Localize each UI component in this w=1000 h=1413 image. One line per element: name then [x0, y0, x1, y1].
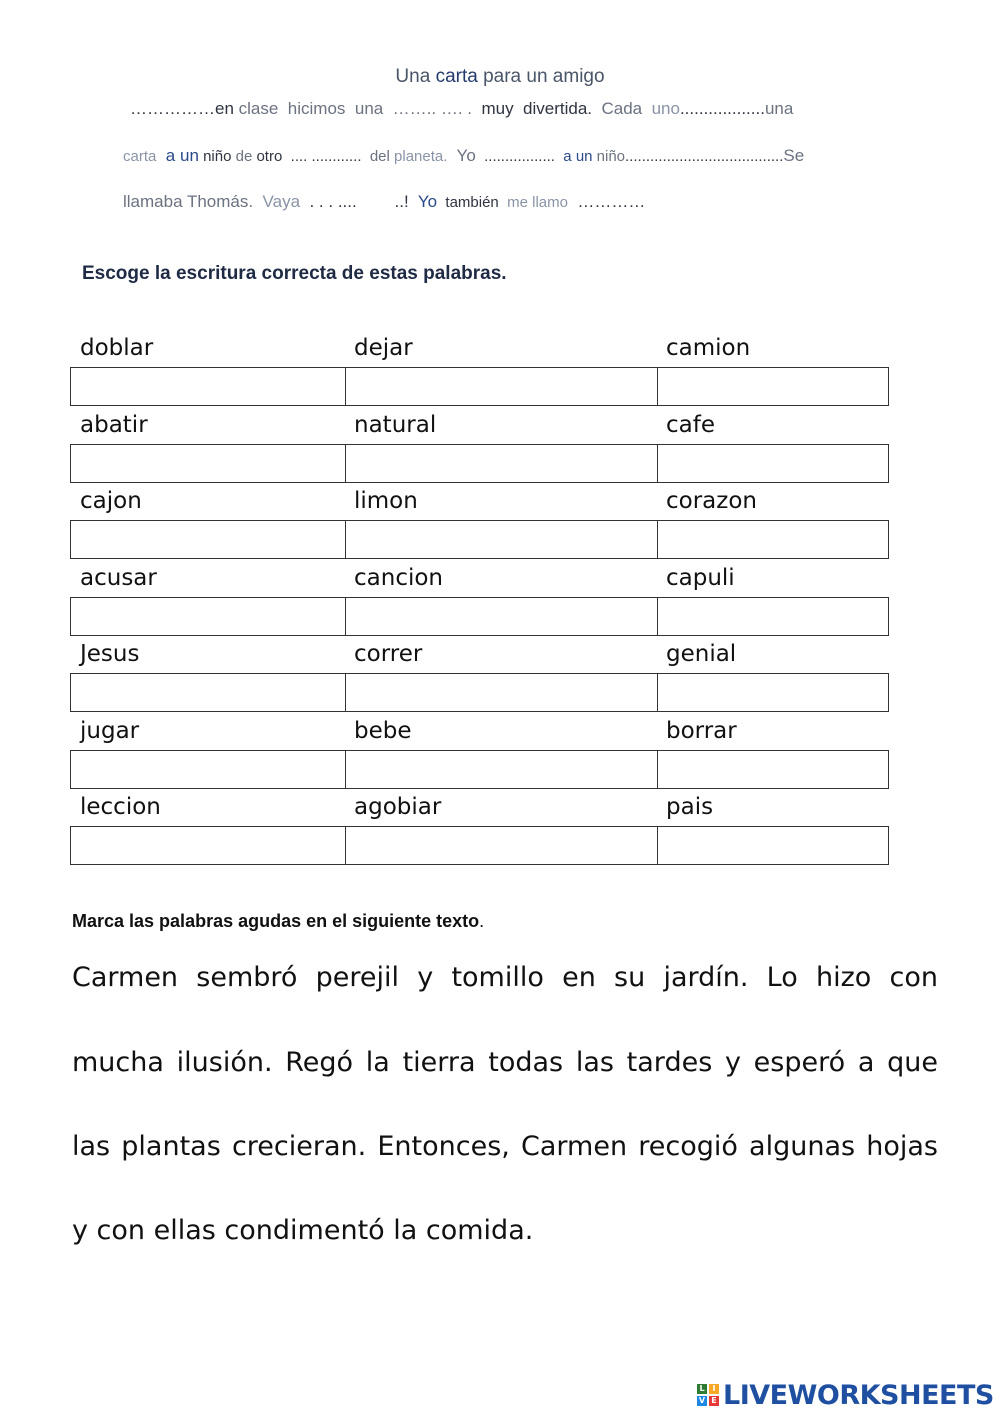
letter-fragment: hicimos: [278, 99, 346, 118]
letter-fragment: Yo: [408, 192, 438, 211]
answer-box[interactable]: [657, 444, 889, 483]
letter-fragment: también: [437, 194, 499, 211]
letter-fragment: ..!: [356, 192, 409, 211]
answer-input[interactable]: [346, 445, 658, 482]
paragraph-line-1[interactable]: Carmen sembró perejil y tomillo en su jardín. Lo hizo con: [72, 962, 938, 993]
spelling-word: corazon: [666, 488, 757, 514]
letter-fragment: llamaba Thomás.: [123, 192, 254, 211]
spelling-word: jugar: [80, 717, 140, 744]
liveworksheets-logo-mark-icon: [697, 1384, 719, 1406]
paragraph-line-4[interactable]: y con ellas condimentó la comida.: [72, 1215, 534, 1246]
answer-input[interactable]: [346, 674, 658, 711]
letter-fragment: …….. …. .: [383, 99, 473, 118]
answer-input[interactable]: [346, 368, 658, 405]
spelling-word: natural: [354, 411, 437, 438]
logo-letter: L: [697, 1384, 707, 1394]
letter-fragment: a un: [156, 146, 199, 165]
letter-fragment: una: [345, 99, 384, 118]
spelling-word: genial: [666, 641, 737, 667]
answer-input[interactable]: [658, 521, 888, 558]
letter-fragment: niño: [592, 148, 626, 165]
letter-fragment: .................: [475, 148, 555, 165]
spelling-word: pais: [666, 794, 714, 820]
letter-title: [0, 66, 1000, 88]
answer-box[interactable]: [70, 367, 347, 406]
answer-input[interactable]: [71, 751, 346, 788]
spelling-word: doblar: [80, 335, 154, 361]
answer-box[interactable]: [70, 673, 347, 712]
letter-line-1: [130, 99, 793, 119]
letter-fragment: niño: [198, 148, 232, 165]
answer-input[interactable]: [71, 368, 346, 405]
spelling-word: abatir: [80, 411, 148, 438]
letter-fragment: . . . ....: [300, 192, 357, 211]
letter-title-highlight: carta: [435, 66, 478, 87]
letter-fragment: ..................: [679, 99, 765, 118]
answer-input[interactable]: [658, 751, 888, 788]
letter-fragment: Cada: [592, 99, 643, 118]
spelling-word: leccion: [80, 794, 161, 820]
answer-input[interactable]: [658, 445, 888, 482]
answer-box[interactable]: [657, 673, 889, 712]
spelling-word: dejar: [354, 335, 413, 361]
letter-fragment: Yo: [447, 146, 476, 165]
answer-box[interactable]: [70, 750, 347, 789]
answer-box[interactable]: [345, 673, 659, 712]
answer-box[interactable]: [345, 520, 659, 559]
letter-title-post: para un amigo: [477, 66, 605, 87]
answer-input[interactable]: [346, 521, 658, 558]
spelling-word: agobiar: [354, 794, 442, 820]
answer-box[interactable]: [70, 597, 347, 636]
answer-box[interactable]: [657, 597, 889, 636]
letter-fragment: a un: [554, 148, 593, 165]
agudas-heading-period: .: [479, 911, 485, 931]
answer-box[interactable]: [345, 367, 659, 406]
answer-box[interactable]: [70, 444, 347, 483]
spelling-word: capuli: [666, 564, 735, 591]
letter-fragment: ……………en: [130, 99, 234, 118]
answer-box[interactable]: [657, 520, 889, 559]
letter-title-pre: Una: [395, 66, 436, 87]
letter-fragment: me llamo: [498, 194, 568, 211]
spelling-word: cafe: [666, 411, 715, 438]
answer-box[interactable]: [70, 520, 347, 559]
letter-line-2: [123, 146, 804, 166]
answer-box[interactable]: [657, 826, 889, 865]
spelling-word: bebe: [354, 717, 412, 744]
answer-box[interactable]: [70, 826, 347, 865]
letter-fragment: planeta.: [389, 148, 448, 165]
letter-fragment: Se: [783, 146, 805, 165]
letter-fragment: ......................................: [625, 148, 784, 165]
answer-input[interactable]: [71, 674, 346, 711]
logo-letter: I: [709, 1384, 719, 1394]
letter-fragment: otro: [252, 148, 283, 165]
spelling-word: acusar: [80, 564, 157, 591]
answer-input[interactable]: [346, 598, 658, 635]
letter-fragment: .... ............: [282, 148, 362, 165]
letter-fragment: Vaya: [253, 192, 301, 211]
agudas-heading: [72, 911, 484, 932]
answer-input[interactable]: [658, 368, 888, 405]
answer-input[interactable]: [71, 598, 346, 635]
liveworksheets-logo-text: LIVEWORKSHEETS: [723, 1379, 994, 1411]
spelling-word: cancion: [354, 564, 444, 591]
spelling-word: correr: [354, 641, 423, 667]
answer-input[interactable]: [658, 674, 888, 711]
spelling-word: limon: [354, 488, 418, 514]
letter-fragment: uno: [642, 99, 680, 118]
logo-letter: E: [709, 1396, 719, 1406]
letter-fragment: …………: [567, 192, 646, 211]
spelling-heading: Escoge la escritura correcta de estas palabras.: [82, 263, 507, 284]
answer-input[interactable]: [71, 827, 346, 864]
paragraph-line-2[interactable]: mucha ilusión. Regó la tierra todas las tardes y esperó a que: [72, 1047, 938, 1078]
logo-letter: V: [698, 1396, 706, 1405]
liveworksheets-logo: [697, 1380, 994, 1410]
spelling-word: cajon: [80, 488, 142, 514]
letter-fragment: clase: [233, 99, 279, 118]
letter-line-3: [123, 192, 645, 212]
spelling-word: borrar: [666, 717, 737, 744]
letter-fragment: de: [231, 148, 253, 165]
answer-input[interactable]: [658, 827, 888, 864]
spelling-word: Jesus: [80, 641, 140, 667]
answer-box[interactable]: [657, 750, 889, 789]
answer-box[interactable]: [345, 444, 659, 483]
paragraph-line-3[interactable]: las plantas crecieran. Entonces, Carmen recogió algunas hojas: [72, 1131, 938, 1162]
answer-box[interactable]: [345, 597, 659, 636]
letter-fragment: una: [764, 99, 794, 118]
letter-fragment: del: [361, 148, 390, 165]
answer-box[interactable]: [345, 826, 659, 865]
answer-box[interactable]: [657, 367, 889, 406]
answer-input[interactable]: [346, 751, 658, 788]
answer-input[interactable]: [71, 445, 346, 482]
answer-box[interactable]: [345, 750, 659, 789]
answer-input[interactable]: [71, 521, 346, 558]
answer-input[interactable]: [346, 827, 658, 864]
agudas-heading-text: Marca las palabras agudas en el siguiente texto: [72, 911, 480, 931]
letter-fragment: divertida.: [513, 99, 593, 118]
spelling-word: camion: [666, 335, 751, 361]
letter-fragment: carta: [123, 148, 157, 165]
letter-fragment: muy: [472, 99, 514, 118]
answer-input[interactable]: [658, 598, 888, 635]
